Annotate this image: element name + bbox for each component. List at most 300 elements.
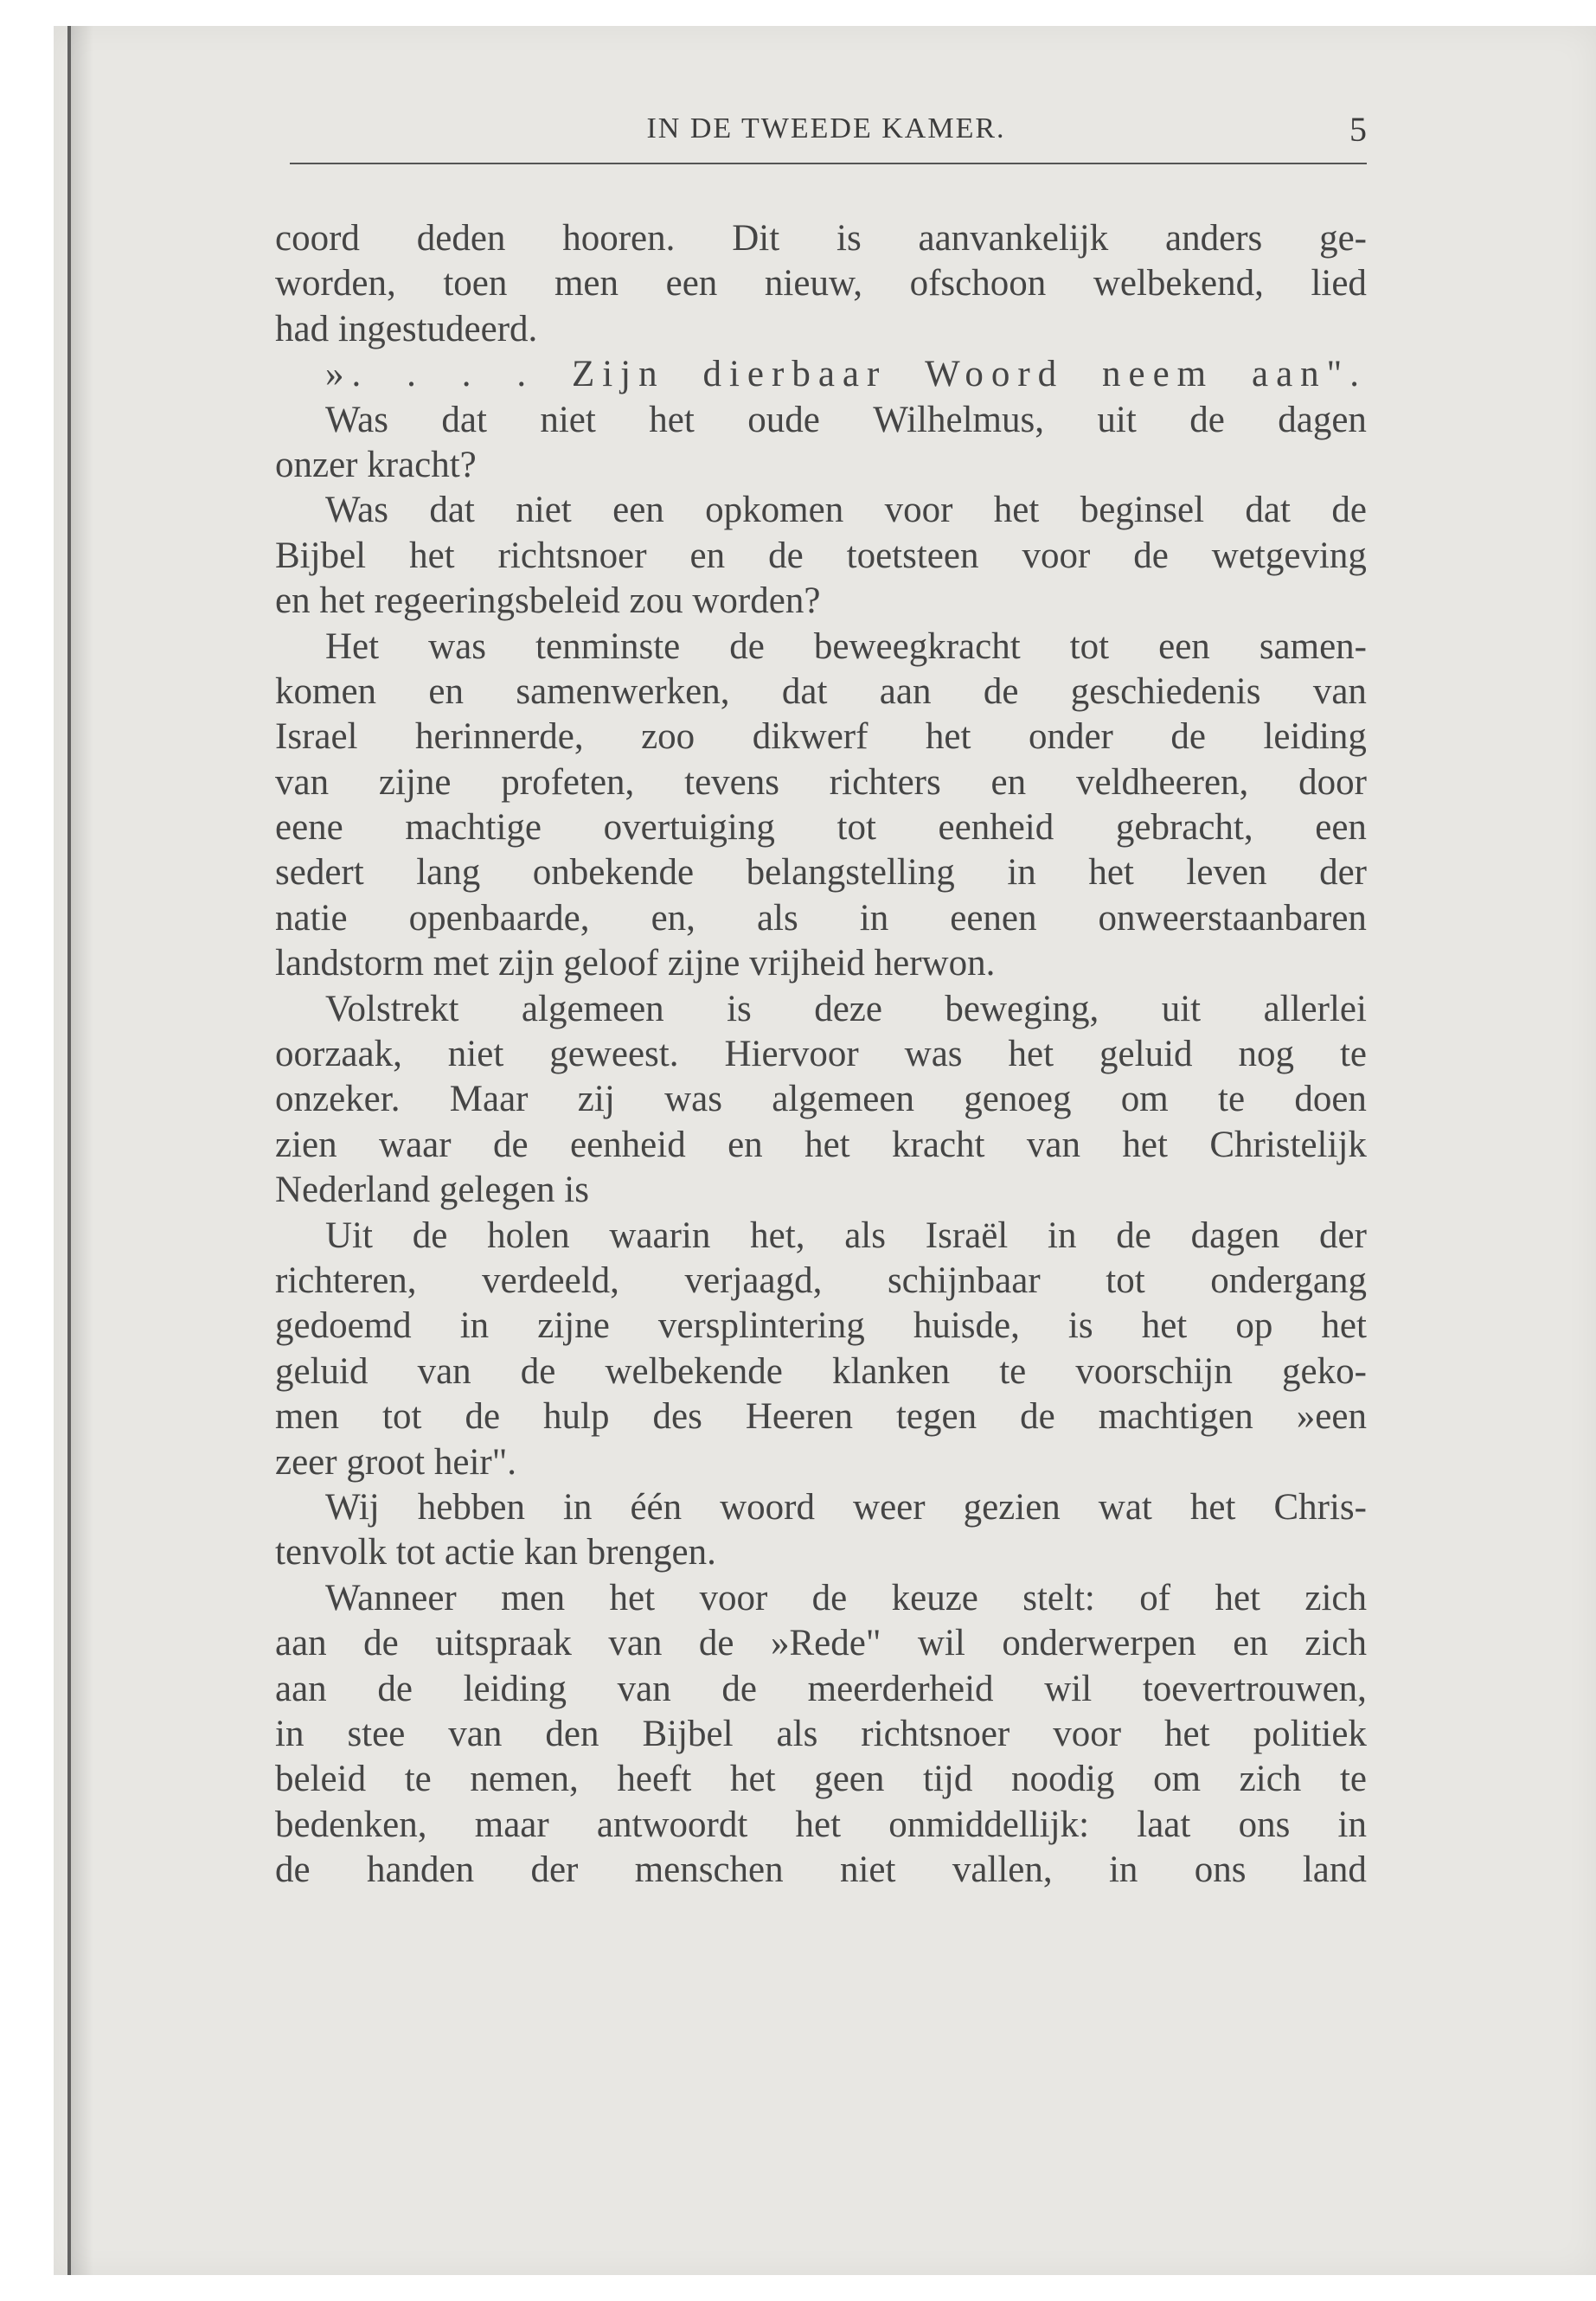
text-line (275, 1712, 1367, 1757)
word: was (664, 1079, 722, 1120)
word: tot (382, 1396, 422, 1438)
word: belangstelling (746, 852, 955, 894)
word: het (1321, 1305, 1367, 1347)
word: dagen (1190, 1215, 1280, 1256)
word: aan (275, 1623, 327, 1664)
text-line (275, 1576, 1367, 1621)
word: niet (516, 490, 572, 531)
word: wil (917, 1623, 965, 1664)
word: was (904, 1034, 963, 1075)
word: de (1170, 716, 1206, 758)
word: te (999, 1350, 1027, 1392)
word: de (983, 670, 1019, 712)
word: één (630, 1486, 683, 1528)
text-line (275, 1304, 1367, 1349)
word: had (275, 308, 338, 349)
text-line (275, 941, 1367, 986)
word: toevertrouwen, (1142, 1668, 1367, 1709)
word: regeeringsbeleid (374, 580, 630, 622)
word: gezien (963, 1486, 1061, 1528)
body-text (275, 216, 1367, 1893)
word: te (1339, 1034, 1367, 1075)
word: van (1312, 670, 1367, 712)
text-line (275, 352, 1367, 397)
word: was (428, 625, 486, 667)
word: de (811, 1577, 848, 1618)
word: het (319, 580, 375, 622)
word: het (1088, 852, 1134, 894)
word: der (1319, 1215, 1367, 1256)
word: welbekend, (1093, 263, 1264, 304)
word: maar (474, 1804, 549, 1845)
text-line (275, 1032, 1367, 1077)
word: als (776, 1713, 818, 1754)
word: uitspraak (435, 1623, 572, 1664)
word: oorzaak, (275, 1034, 402, 1075)
word: en (275, 580, 320, 622)
word: geloof (563, 943, 668, 984)
text-line (275, 1667, 1367, 1712)
word: sedert (275, 852, 364, 894)
word: zich (1304, 1577, 1367, 1618)
binding-shadow (71, 26, 93, 2275)
word: geluid (1099, 1034, 1193, 1075)
word: Maar (449, 1079, 529, 1120)
word: waarin (609, 1215, 711, 1256)
word: beleid (275, 1759, 367, 1800)
word: profeten, (501, 761, 635, 803)
word: de (520, 1350, 556, 1392)
word: leiding (463, 1668, 567, 1709)
text-line (275, 715, 1367, 760)
word: tot (1069, 625, 1110, 667)
word: Wij (325, 1486, 380, 1528)
word: het, (750, 1215, 805, 1256)
word: eenen (950, 897, 1037, 939)
word: hooren. (562, 218, 676, 259)
word: Wilhelmus, (873, 399, 1044, 440)
word: woord (720, 1486, 815, 1528)
word: herwon. (874, 943, 996, 984)
word: het (1215, 1577, 1260, 1618)
word: overtuiging (603, 807, 775, 849)
word: groot (346, 1441, 434, 1483)
word: stelt: (1022, 1577, 1095, 1618)
word: nemen, (470, 1759, 579, 1800)
word: voor (884, 490, 953, 531)
text-line (275, 579, 1367, 624)
word: deze (814, 988, 882, 1029)
word: kan (523, 1532, 587, 1574)
word: »Rede" (771, 1623, 881, 1664)
word: wetgeving (1211, 535, 1367, 576)
word: ondergang (1210, 1259, 1367, 1301)
word: als (844, 1215, 886, 1256)
word: schijnbaar (887, 1259, 1041, 1301)
word: heeft (617, 1759, 692, 1800)
word: . (516, 354, 535, 395)
word: aan". (1251, 354, 1367, 395)
word: tijd (923, 1759, 973, 1800)
word: het (993, 490, 1040, 531)
word: en (428, 670, 464, 712)
word: Volstrekt (325, 988, 459, 1029)
word: richteren, (275, 1259, 417, 1301)
word: voor (1053, 1713, 1122, 1754)
text-line (275, 398, 1367, 443)
word: geko- (1282, 1350, 1367, 1392)
word: holen (487, 1215, 570, 1256)
word: richters (829, 761, 941, 803)
word: onbekende (532, 852, 695, 894)
word: »een (1296, 1396, 1367, 1438)
word: en (990, 761, 1027, 803)
word: ons (1238, 1804, 1291, 1845)
word: of (1139, 1577, 1171, 1618)
text-line (275, 1123, 1367, 1168)
word: samen- (1259, 625, 1367, 667)
word: beweging, (945, 988, 1099, 1029)
word: eenheid (938, 807, 1054, 849)
text-line (275, 625, 1367, 670)
word: Chris- (1273, 1486, 1367, 1528)
word: samenwerken, (516, 670, 730, 712)
word: brengen. (586, 1532, 716, 1574)
word: uit (1097, 399, 1137, 440)
word: zeer (275, 1441, 347, 1483)
word: laat (1137, 1804, 1191, 1845)
word: het (925, 716, 971, 758)
word: tenvolk (275, 1532, 396, 1574)
word: kracht (892, 1124, 985, 1165)
word: machtige (405, 807, 542, 849)
word: het (1141, 1305, 1188, 1347)
word: eenheid (569, 1124, 686, 1165)
word: leiding (1263, 716, 1367, 758)
word: weer (853, 1486, 926, 1528)
word: Israël (925, 1215, 1009, 1256)
word: stee (347, 1713, 406, 1754)
word: zijne (667, 943, 750, 984)
word: veldheeren, (1075, 761, 1249, 803)
word: gedoemd (275, 1305, 412, 1347)
word: huisde, (913, 1305, 1020, 1347)
word: zijne (378, 761, 452, 803)
word: verjaagd, (684, 1259, 823, 1301)
word: de (721, 1668, 758, 1709)
word: men (554, 263, 619, 304)
word: in (1337, 1804, 1367, 1845)
word: de (729, 625, 765, 667)
word: in (1108, 1849, 1138, 1891)
word: is (727, 988, 752, 1029)
word: natie (275, 897, 348, 939)
running-title: IN DE TWEEDE KAMER. (646, 112, 1006, 144)
word: nieuw, (764, 263, 862, 304)
word: kracht? (367, 444, 477, 485)
text-line (275, 443, 1367, 488)
text-line (275, 1621, 1367, 1666)
word: des (652, 1396, 702, 1438)
word: beweegkracht (813, 625, 1021, 667)
text-line (275, 216, 1367, 261)
word: van (1026, 1124, 1080, 1165)
word: de (377, 1668, 413, 1709)
word: den (545, 1713, 599, 1754)
word: komen (275, 670, 377, 712)
word: zijn (497, 943, 564, 984)
word: het (649, 399, 695, 440)
word: keuze (891, 1577, 978, 1618)
word: tenminste (535, 625, 681, 667)
word: het (1122, 1124, 1168, 1165)
word: de (1020, 1396, 1055, 1438)
word: niet (540, 399, 596, 440)
word: Zijn (571, 354, 665, 395)
word: hulp (543, 1396, 610, 1438)
word: de (1116, 1215, 1151, 1256)
word: dat (1245, 490, 1291, 531)
word: nog (1238, 1034, 1294, 1075)
word: geen (814, 1759, 885, 1800)
word: leven (1186, 852, 1267, 894)
text-line (275, 760, 1367, 805)
word: opkomen (705, 490, 844, 531)
word: het (1164, 1713, 1210, 1754)
word: Was (325, 490, 388, 531)
word: vrijheid (749, 943, 875, 984)
word: der (1319, 852, 1367, 894)
word: oude (747, 399, 820, 440)
word: door (1298, 761, 1367, 803)
word: landstorm (275, 943, 433, 984)
word: zijne (537, 1305, 610, 1347)
text-line (275, 1349, 1367, 1394)
text-line (275, 1757, 1367, 1802)
word: dat (429, 490, 475, 531)
header-rule (290, 163, 1367, 164)
text-line (275, 1394, 1367, 1439)
word: machtigen (1098, 1396, 1253, 1438)
word: de (1189, 399, 1225, 440)
word: antwoordt (596, 1804, 748, 1845)
word: het (795, 1804, 842, 1845)
text-line (275, 1077, 1367, 1122)
word: aan (879, 670, 932, 712)
word: handen (366, 1849, 475, 1891)
word: gebracht, (1115, 807, 1253, 849)
word: Heeren (745, 1396, 853, 1438)
word: dat (441, 399, 487, 440)
word: te (404, 1759, 432, 1800)
word: te (1218, 1079, 1246, 1120)
word: neem (1102, 354, 1215, 395)
word: onder (1028, 716, 1113, 758)
word: het (1189, 1486, 1236, 1528)
word: coord (275, 218, 360, 259)
text-line (275, 1214, 1367, 1259)
word: beginsel (1080, 490, 1205, 531)
word: in (859, 897, 889, 939)
word: klanken (831, 1350, 951, 1392)
word: genoeg (964, 1079, 1072, 1120)
word: het (1008, 1034, 1054, 1075)
word: niet (447, 1034, 504, 1075)
word: noodig (1010, 1759, 1115, 1800)
word: de (492, 1124, 529, 1165)
word: hebben (417, 1486, 525, 1528)
text-line (275, 488, 1367, 533)
word: niet (839, 1849, 896, 1891)
word: lied (1311, 263, 1367, 304)
word: politiek (1253, 1713, 1367, 1754)
word: tevens (684, 761, 779, 803)
word: versplintering (657, 1305, 865, 1347)
word: voor (1022, 535, 1091, 576)
word: worden, (275, 263, 396, 304)
word: is (836, 218, 862, 259)
word: een (1315, 807, 1367, 849)
word: tot (836, 807, 876, 849)
word: op (1235, 1305, 1273, 1347)
word: aanvankelijk (918, 218, 1109, 259)
word: wat (1098, 1486, 1152, 1528)
word: in (459, 1305, 490, 1347)
word: de (363, 1623, 399, 1664)
word: tegen (895, 1396, 977, 1438)
word: om (1120, 1079, 1169, 1120)
text-line (275, 1440, 1367, 1485)
word: is (564, 1170, 589, 1211)
word: Wanneer (325, 1577, 457, 1618)
word: in (562, 1486, 593, 1528)
word: Israel (275, 716, 358, 758)
word: dierbaar (702, 354, 888, 395)
page-header (285, 104, 1367, 164)
word: heir". (433, 1441, 517, 1483)
word: richtsnoer (861, 1713, 1010, 1754)
word: onderwerpen (1002, 1623, 1196, 1664)
word: zien (275, 1124, 337, 1165)
word: zou (629, 580, 693, 622)
word: Hiervoor (724, 1034, 859, 1075)
word: van (608, 1623, 663, 1664)
word: zoo (641, 716, 695, 758)
word: van (448, 1713, 503, 1754)
word: de (465, 1396, 501, 1438)
word: welbekende (605, 1350, 783, 1392)
word: eene (275, 807, 343, 849)
word: in (275, 1713, 304, 1754)
word: ». (325, 354, 369, 395)
word: geschiedenis (1070, 670, 1261, 712)
word: de (412, 1215, 448, 1256)
word: onzeker. (275, 1079, 401, 1120)
word: geluid (275, 1350, 369, 1392)
word: van (275, 761, 330, 803)
word: Het (325, 625, 380, 667)
word: worden? (692, 580, 821, 622)
text-line (275, 987, 1367, 1032)
text-line (275, 534, 1367, 579)
word: onmiddellijk: (888, 1804, 1090, 1845)
text-line (275, 1848, 1367, 1893)
text-line (275, 261, 1367, 306)
word: men (501, 1577, 566, 1618)
text-line (275, 307, 1367, 352)
word: is (1067, 1305, 1093, 1347)
word: ons (1194, 1849, 1247, 1891)
word: en (689, 535, 726, 576)
word: het (609, 1577, 656, 1618)
word: met (433, 943, 498, 984)
word: doen (1294, 1079, 1367, 1120)
text-line (275, 805, 1367, 850)
word: Woord (925, 354, 1065, 395)
word: en (727, 1124, 763, 1165)
word: en, (651, 897, 695, 939)
word: lang (416, 852, 481, 894)
word: in (1048, 1215, 1077, 1256)
word: meerderheid (807, 1668, 994, 1709)
word: de (768, 535, 804, 576)
word: der (530, 1849, 579, 1891)
word: algemeen (521, 988, 664, 1029)
word: aan (275, 1668, 327, 1709)
word: ofschoon (909, 263, 1047, 304)
word: uit (1161, 988, 1202, 1029)
word: anders (1165, 218, 1263, 259)
word: dat (781, 670, 828, 712)
word: wil (1044, 1668, 1093, 1709)
word: ingestudeerd. (337, 308, 538, 349)
word: zich (1304, 1623, 1367, 1664)
word: toen (443, 263, 508, 304)
word: tot (395, 1532, 445, 1574)
word: het (730, 1759, 776, 1800)
word: dikwerf (752, 716, 869, 758)
word: Dit (732, 218, 780, 259)
word: allerlei (1263, 988, 1367, 1029)
word: voor (699, 1577, 768, 1618)
word: Bijbel (275, 535, 367, 576)
word: . (407, 354, 424, 395)
text-line (275, 1803, 1367, 1848)
word: Bijbel (642, 1713, 734, 1754)
word: land (1302, 1849, 1367, 1891)
text-line (275, 670, 1367, 715)
word: Uit (325, 1215, 373, 1256)
word: het (409, 535, 455, 576)
word: menschen (634, 1849, 784, 1891)
word: toetsteen (846, 535, 979, 576)
word: de (698, 1623, 734, 1664)
word: vallen, (952, 1849, 1053, 1891)
word: om (1153, 1759, 1202, 1800)
word: het (804, 1124, 850, 1165)
word: in (1007, 852, 1036, 894)
text-line (275, 1259, 1367, 1304)
word: Nederland (275, 1170, 439, 1211)
word: Christelijk (1209, 1124, 1367, 1165)
word: geweest. (549, 1034, 679, 1075)
word: onzer (275, 444, 368, 485)
text-line (275, 896, 1367, 941)
word: voorschijn (1075, 1350, 1233, 1392)
word: bedenken, (275, 1804, 427, 1845)
word: van (617, 1668, 671, 1709)
word: een (665, 263, 718, 304)
